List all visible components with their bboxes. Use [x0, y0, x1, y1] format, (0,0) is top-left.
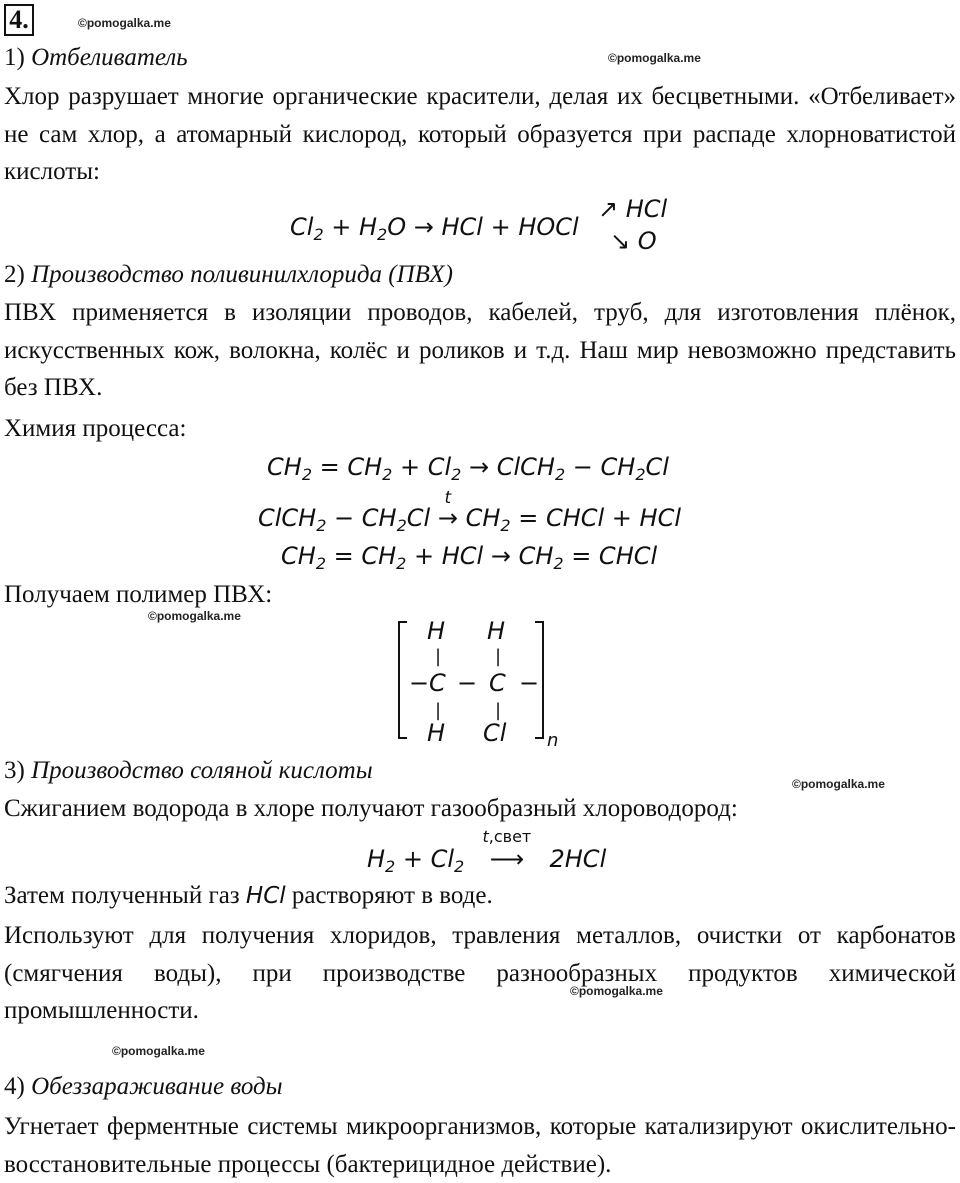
watermark: ©pomogalka.me — [608, 51, 701, 65]
section-1-text: Хлор разрушает многие органические красители, делая их бесцветными. «Отбеливает» не сам хлор, а атомарный кислород, который образуется при распаде хлорноватистой кислоты: — [4, 83, 956, 185]
bond-middle: − — [457, 669, 478, 697]
process-label: Химия процесса: — [4, 415, 187, 442]
section-number: 1) — [4, 44, 25, 71]
bond-vertical: | — [495, 700, 502, 721]
atom-cl: Cl — [483, 719, 507, 747]
watermark: ©pomogalka.me — [570, 984, 663, 998]
task-number: 4. — [4, 4, 34, 36]
bond-left: − — [409, 669, 430, 697]
section-4-heading — [4, 1072, 283, 1102]
section-title: Отбеливатель — [31, 44, 188, 71]
atom-h: H — [427, 617, 446, 645]
bond-right: − — [519, 669, 540, 697]
section-3-usage: Используют для получения хлоридов, травления металлов, очистки от карбонатов (смягчения воды), при производстве разнообразных продуктов химической промышленности. — [4, 922, 956, 1024]
atom-c: C — [429, 669, 446, 697]
section-2-text: ПВХ применяется в изоляции проводов, кабелей, труб, для изготовления плёнок, искусственных кож, волокна, колёс и роликов и т.д. Наш мир невозможно представить без ПВХ. — [4, 299, 956, 401]
equation-chlorination: $CH_2 = CH_2 + Cl_2$ → ClCH$_2$ − $CH_2Cl$ — [267, 453, 669, 484]
section-3-heading — [4, 756, 373, 786]
equation-branch-up: ↗ HCl — [598, 195, 668, 223]
section-title: Производство поливинилхлорида (ПВХ) — [31, 261, 453, 288]
pvc-structure — [395, 617, 570, 751]
section-number: 2) — [4, 261, 25, 288]
section-1-heading — [4, 43, 188, 73]
watermark: ©pomogalka.me — [78, 16, 171, 30]
atom-c: C — [489, 669, 506, 697]
equation-branch-down: ↘ O — [610, 227, 657, 255]
dissolve-sentence: Затем полученный газ HCl растворяют в воде. — [4, 882, 493, 909]
watermark: ©pomogalka.me — [112, 1044, 205, 1058]
hcl-formula: HCl — [245, 883, 286, 909]
equation-hydrochlorination: $CH_2 = CH_2$ + HCl → $CH_2$ = CHCl — [281, 542, 658, 573]
bond-vertical: | — [435, 700, 442, 721]
bond-vertical: | — [495, 646, 502, 667]
section-3-text: Сжиганием водорода в хлоре получают газообразный хлороводород: — [4, 795, 738, 822]
section-2-heading — [4, 260, 453, 290]
watermark: ©pomogalka.me — [792, 777, 885, 791]
equation-hypochlorous-decomposition — [290, 212, 579, 242]
condition-heat-light: t,свет — [482, 827, 532, 846]
equation-dehydrochlorination: ClCH$_2$ − $CH_2Cl$ → t $CH_2$ = CHCl + HCl — [258, 503, 681, 533]
bond-vertical: | — [435, 646, 442, 667]
equation-hcl-synthesis: $H_2 + Cl_2$ ⟶ t,свет 2HCl — [367, 844, 606, 874]
watermark: ©pomogalka.me — [148, 609, 241, 623]
equation-main: $Cl_2 + H_2O$ → HCl + HOCl — [290, 213, 579, 244]
polymer-label: Получаем полимер ПВХ: — [4, 581, 273, 608]
condition-temperature: t — [444, 488, 452, 508]
section-4-text: Угнетает ферментные системы микроорганизмов, которые катализируют окислительно-восстановительные процессы (бактерицидное действие). — [4, 1113, 956, 1178]
section-title: Производство соляной кислоты — [31, 757, 373, 784]
atom-h: H — [487, 617, 506, 645]
section-title: Обеззараживание воды — [31, 1073, 283, 1100]
section-number: 4) — [4, 1073, 25, 1100]
polymer-subscript: n — [547, 730, 559, 751]
section-number: 3) — [4, 757, 25, 784]
atom-h: H — [427, 719, 446, 747]
